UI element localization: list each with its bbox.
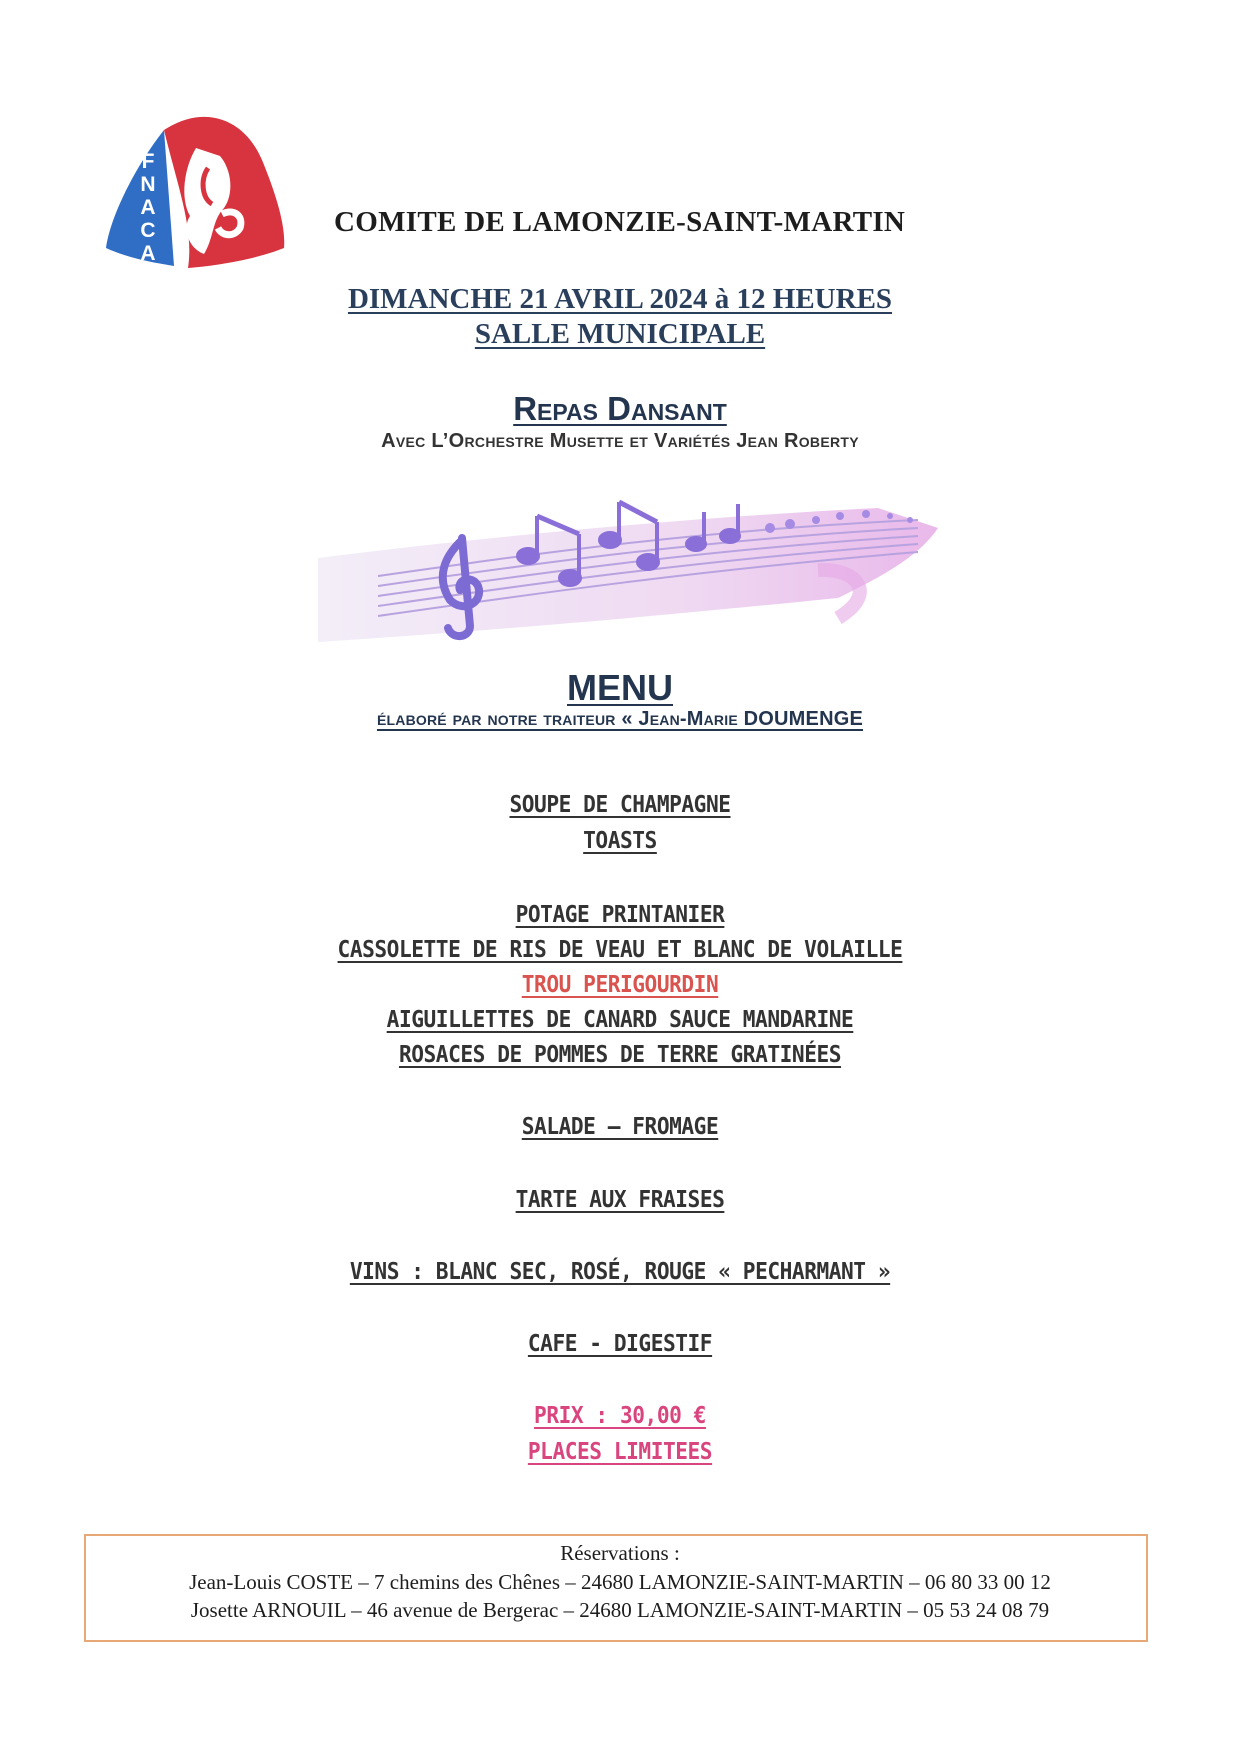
menu-item — [50, 1042, 1191, 1068]
caterer-line — [0, 708, 1240, 731]
menu-item-text: SALADE – FROMAGE — [521, 1114, 719, 1140]
menu-item — [50, 1114, 1191, 1140]
menu-item — [50, 828, 1191, 854]
event-title-text: Repas Dansant — [513, 390, 727, 427]
menu-item — [50, 1187, 1191, 1213]
caterer-text: élaboré par notre traiteur « Jean-Marie DOUMENGE — [376, 708, 864, 730]
menu-item-text: AIGUILLETTES DE CANARD SAUCE MANDARINE — [386, 1007, 854, 1033]
event-date-text: DIMANCHE 21 AVRIL 2024 à 12 HEURES — [347, 283, 893, 315]
menu-title — [0, 667, 1240, 709]
reservation-contact-1: Jean-Louis COSTE – 7 chemins des Chênes – 24680 LAMONZIE-SAINT-MARTIN – 06 80 33 00 12 — [189, 1570, 1051, 1594]
menu-item-text: CAFE - DIGESTIF — [527, 1331, 713, 1357]
menu-item-text: TOASTS — [583, 828, 657, 854]
music-notes-image — [318, 498, 940, 646]
menu-title-text: MENU — [567, 667, 673, 708]
logo-text: FNACA — [140, 150, 156, 265]
menu-item-text: POTAGE PRINTANIER — [515, 902, 725, 928]
reservations-title: Réservations : — [560, 1541, 680, 1565]
menu-item — [50, 1331, 1191, 1357]
event-date — [0, 283, 1240, 316]
orchestra-line: Avec L’Orchestre Musette et Variétés Jean Roberty — [381, 430, 859, 452]
fnaca-logo — [104, 108, 288, 270]
limited-places-text: PLACES LIMITEES — [527, 1439, 713, 1465]
limited-places — [50, 1439, 1191, 1465]
price — [50, 1403, 1191, 1429]
menu-item — [50, 792, 1191, 818]
menu-item-text: VINS : BLANC SEC, ROSÉ, ROUGE « PECHARMANT » — [349, 1259, 891, 1285]
reservation-contact-2: Josette ARNOUIL – 46 avenue de Bergerac – 24680 LAMONZIE-SAINT-MARTIN – 05 53 24 08 79 — [190, 1598, 1050, 1622]
price-text: PRIX : 30,00 € — [534, 1403, 706, 1429]
menu-item-text: CASSOLETTE DE RIS DE VEAU ET BLANC DE VOLAILLE — [337, 937, 903, 963]
menu-item — [50, 1259, 1191, 1285]
event-title — [0, 390, 1240, 428]
menu-item-text: ROSACES DE POMMES DE TERRE GRATINÉES — [398, 1042, 842, 1068]
menu-item — [50, 937, 1191, 963]
menu-item — [50, 902, 1191, 928]
event-venue — [0, 318, 1240, 351]
menu-item — [50, 1007, 1191, 1033]
comite-title: COMITE DE LAMONZIE-SAINT-MARTIN — [334, 206, 906, 238]
menu-item — [50, 972, 1191, 998]
event-venue-text: SALLE MUNICIPALE — [474, 318, 766, 350]
menu-item-text: SOUPE DE CHAMPAGNE — [509, 792, 731, 818]
menu-item-text: TROU PERIGOURDIN — [521, 972, 719, 998]
menu-item-text: TARTE AUX FRAISES — [515, 1187, 725, 1213]
